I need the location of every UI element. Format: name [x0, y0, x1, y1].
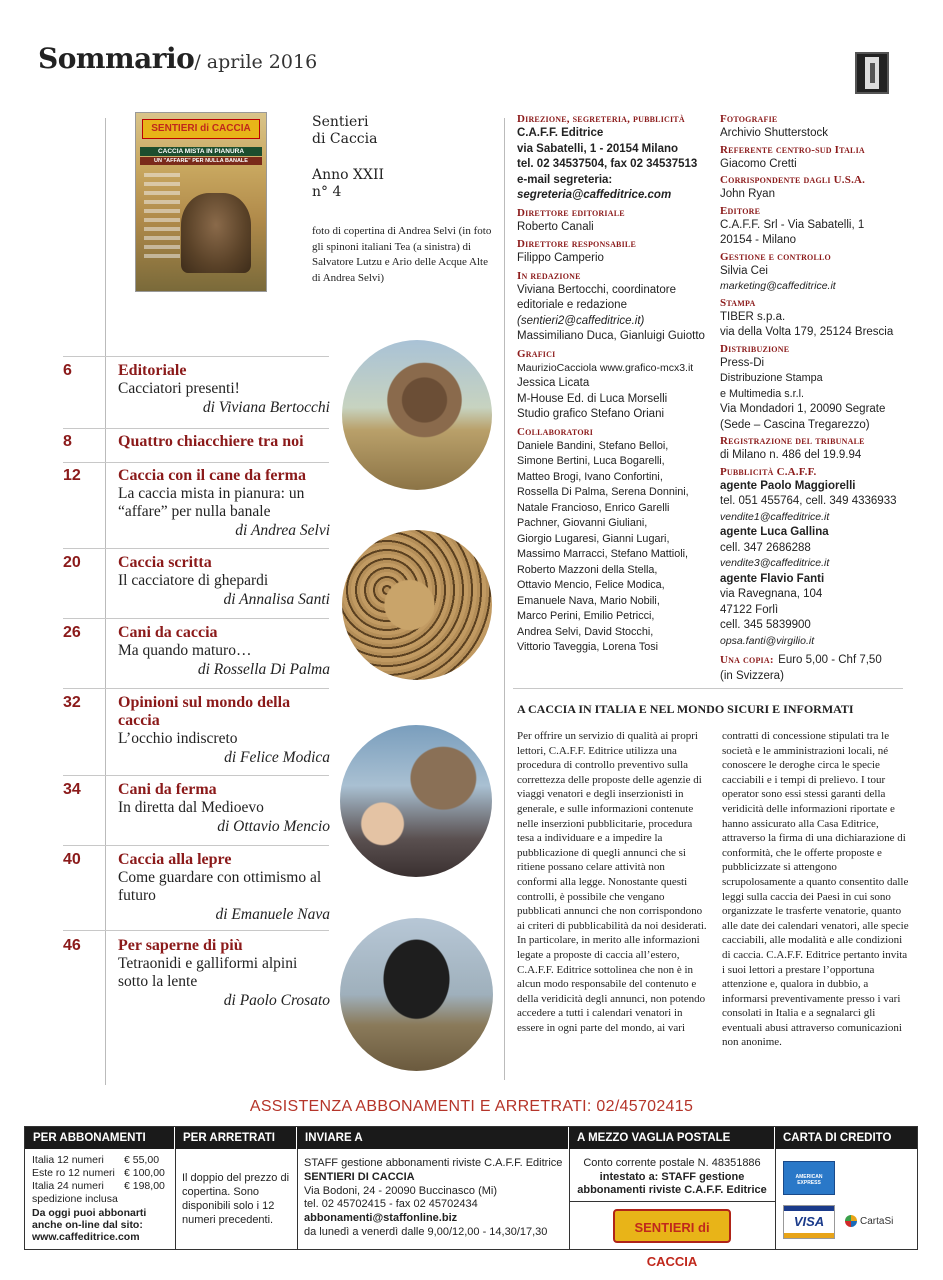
- masthead-line: Marco Perini, Emilio Petricci,: [517, 610, 655, 622]
- masthead-tag: Direttore editoriale: [517, 206, 625, 219]
- toc-title: Ma quando maturo…: [118, 642, 252, 659]
- cover-magazine-name: Sentieri di Caccia: [312, 114, 378, 147]
- masthead-left: [517, 112, 707, 656]
- toc-item[interactable]: [118, 467, 330, 540]
- masthead-tag: Collaboratori: [517, 425, 594, 438]
- online-note: Da oggi puoi abbonarti anche on-line dal sito:: [32, 1207, 147, 1231]
- header-vaglia: A MEZZO VAGLIA POSTALE: [569, 1127, 775, 1149]
- toc-title: Il cacciatore di ghepardi: [118, 572, 269, 589]
- toc-section: Caccia alla lepre: [118, 851, 232, 868]
- subscription-table: [24, 1126, 918, 1269]
- toc-page-number: 20: [63, 554, 81, 571]
- masthead-line: via Ravegnana, 104: [720, 588, 823, 600]
- masthead-email[interactable]: opsa.fanti@virgilio.it: [720, 634, 815, 647]
- toc-divider: [63, 845, 329, 846]
- masthead-tag: Distribuzione: [720, 342, 790, 355]
- toc-item[interactable]: [118, 433, 330, 451]
- masthead-line: 20154 - Milano: [720, 234, 797, 246]
- price-label: Italia 24 numeri: [32, 1180, 104, 1192]
- masthead-tag: In redazione: [517, 269, 581, 282]
- masthead-line: Pachner, Giovanni Giuliani,: [517, 517, 648, 529]
- dog-photo: [342, 340, 492, 490]
- toc-author: di Paolo Crosato: [223, 992, 330, 1009]
- site-link[interactable]: www.caffeditrice.com: [32, 1231, 140, 1243]
- header-carta: CARTA DI CREDITO: [775, 1127, 917, 1149]
- masthead-line: cell. 345 5839900: [720, 619, 811, 631]
- cartasi-icon: CartaSi: [845, 1215, 893, 1227]
- masthead-line: M-House Ed. di Luca Morselli: [517, 392, 668, 405]
- masthead-line: (Sede – Cascina Tregarezzo): [720, 418, 870, 431]
- toc-author: di Rossella Di Palma: [197, 661, 330, 678]
- cheetah-photo: [342, 530, 492, 680]
- page-header: [38, 42, 317, 75]
- masthead-line: C.A.F.F. Editrice: [517, 127, 604, 139]
- masthead-tag: Fotografie: [720, 113, 778, 125]
- send-line: SENTIERI DI CACCIA: [304, 1170, 415, 1183]
- masthead-line: Vittorio Taveggia, Lorena Tosi: [517, 641, 659, 653]
- toc-section: Caccia scritta: [118, 554, 212, 571]
- toc-page-number: 46: [63, 937, 81, 954]
- visa-card-icon: VISA: [783, 1205, 835, 1239]
- masthead-line: Studio grafico Stefano Oriani: [517, 408, 665, 420]
- masthead-line: 47122 Forlì: [720, 603, 779, 616]
- cover-thumbnail: [135, 112, 267, 292]
- masthead-tag: Pubblicità C.A.F.F.: [720, 465, 817, 478]
- masthead-tag: Gestione e controllo: [720, 250, 831, 263]
- masthead-line: di Milano n. 486 del 19.9.94: [720, 449, 862, 461]
- grouse-photo: [340, 918, 493, 1071]
- vaglia-line: intestato a: STAFF gestione: [599, 1170, 745, 1183]
- left-column-rule: [105, 118, 106, 1085]
- masthead-tag: Editore: [720, 204, 761, 217]
- price-label: Italia 12 numeri: [32, 1154, 104, 1166]
- masthead-line: Matteo Brogi, Ivano Confortini,: [517, 470, 663, 483]
- masthead-email[interactable]: segreteria@caffeditrice.com: [517, 189, 672, 201]
- masthead-email[interactable]: vendite3@caffeditrice.it: [720, 557, 830, 569]
- masthead-tag: Grafici: [517, 347, 556, 360]
- center-column-rule: [504, 118, 505, 1080]
- masthead-line: agente Paolo Maggiorelli: [720, 479, 856, 492]
- toc-item[interactable]: [118, 362, 330, 417]
- header-inviare: INVIARE A: [297, 1127, 569, 1149]
- shipping-note: spedizione inclusa: [32, 1193, 118, 1205]
- page-title: Sommario: [38, 42, 195, 75]
- masthead-line: Filippo Camperio: [517, 252, 604, 264]
- masthead-line: Giacomo Cretti: [720, 157, 797, 170]
- toc-author: di Emanuele Nava: [215, 906, 330, 923]
- masthead-email[interactable]: vendite1@caffeditrice.it: [720, 510, 830, 523]
- masthead-email[interactable]: (sentieri2@caffeditrice.it): [517, 314, 645, 327]
- toc-section: Cani da caccia: [118, 624, 218, 641]
- toc-author: di Andrea Selvi: [235, 522, 330, 539]
- cover-dog-photo: [181, 193, 251, 273]
- toc-item[interactable]: [118, 781, 330, 836]
- toc-page-number: 6: [63, 362, 72, 379]
- price-list: [32, 1154, 172, 1244]
- toc-title: Cacciatori presenti!: [118, 380, 240, 397]
- masthead-line: Rossella Di Palma, Serena Donnini,: [517, 486, 689, 498]
- send-line: tel. 02 45702415 - fax 02 45702434: [304, 1198, 478, 1211]
- masthead-tag: Registrazione del tribunale: [720, 435, 865, 447]
- toc-item[interactable]: [118, 694, 330, 767]
- masthead-line: Ottavio Mencio, Felice Modica,: [517, 579, 665, 591]
- send-line: STAFF gestione abbonamenti riviste C.A.F.F. Editrice: [304, 1157, 563, 1169]
- masthead-line: via della Volta 179, 25124 Brescia: [720, 326, 894, 338]
- send-email[interactable]: abbonamenti@staffonline.biz: [304, 1212, 458, 1225]
- masthead-line: via Sabatelli, 1 - 20154 Milano: [517, 142, 679, 155]
- toc-author: di Ottavio Mencio: [217, 818, 330, 835]
- toc-author: di Felice Modica: [224, 749, 330, 766]
- masthead-line: Via Mondadori 1, 20090 Segrate: [720, 403, 886, 415]
- masthead-line: Andrea Selvi, David Stocchi,: [517, 625, 654, 638]
- toc-title: La caccia mista in pianura: un “affare” per nulla banale: [118, 485, 305, 520]
- masthead-tag: Direzione, segreteria, pubblicità: [517, 113, 685, 125]
- toc-divider: [63, 356, 329, 357]
- toc-divider: [63, 428, 329, 429]
- masthead-line: Natale Francioso, Enrico Garelli: [517, 501, 670, 514]
- toc-title: In diretta dal Medioevo: [118, 799, 264, 816]
- masthead-email[interactable]: marketing@caffeditrice.it: [720, 280, 836, 292]
- masthead-line: Massimo Marracci, Stefano Mattioli,: [517, 548, 688, 560]
- masthead-line: Distribuzione Stampa: [720, 372, 823, 384]
- masthead-line: Roberto Canali: [517, 220, 594, 233]
- masthead-tag: Corrispondente dagli U.S.A.: [720, 174, 866, 186]
- page-date: / aprile 2016: [194, 51, 318, 73]
- subscription-banner: ASSISTENZA ABBONAMENTI E ARRETRATI: 02/45702415: [249, 1098, 694, 1115]
- toc-divider: [63, 688, 329, 689]
- price-value: € 100,00: [124, 1167, 165, 1179]
- toc-divider: [63, 618, 329, 619]
- masthead-right: [720, 112, 920, 684]
- masthead-tag: Direttore responsabile: [517, 238, 636, 250]
- masthead-line: MaurizioCacciola www.grafico-mcx3.it: [517, 361, 694, 374]
- cover-issue: Anno XXII n° 4: [312, 167, 385, 200]
- masthead-line: e-mail segreteria:: [517, 173, 613, 186]
- toc-section: Per saperne di più: [118, 937, 243, 954]
- header-abbonamenti: PER ABBONAMENTI: [25, 1127, 175, 1149]
- masthead-line: tel. 02 34537504, fax 02 34537513: [517, 158, 698, 170]
- masthead-line: Roberto Mazzoni della Stella,: [517, 563, 658, 576]
- toc-page-number: 8: [63, 433, 72, 450]
- price-value: € 55,00: [124, 1154, 160, 1166]
- owl-photo: [340, 725, 492, 877]
- toc-page-number: 12: [63, 467, 81, 484]
- cover-caption: foto di copertina di Andrea Selvi (in foto gli spinoni italiani Tea (a sinistra) di Salvatore Lutzu e Ario delle Acque Alte di Andrea Selvi): [312, 225, 492, 284]
- toc-page-number: 34: [63, 781, 81, 798]
- toc-title: Tetraonidi e galliformi alpini sotto la lente: [118, 955, 298, 990]
- masthead-tag: Stampa: [720, 296, 756, 309]
- toc-divider: [63, 930, 329, 931]
- masthead-line: Viviana Bertocchi, coordinatore editoriale e redazione: [517, 283, 676, 311]
- vaglia-line: abbonamenti riviste C.A.F.F. Editrice: [577, 1184, 767, 1196]
- masthead-line: Massimiliano Duca, Gianluigi Guiotto: [517, 330, 705, 342]
- vaglia-line: Conto corrente postale N. 48351886: [583, 1157, 761, 1169]
- toc-item[interactable]: [118, 937, 330, 1010]
- amex-card-icon: AMERICAN EXPRESS: [783, 1161, 835, 1195]
- toc-item[interactable]: [118, 851, 330, 924]
- masthead-line: e Multimedia s.r.l.: [720, 387, 805, 400]
- price-value: € 198,00: [124, 1180, 165, 1192]
- masthead-line: Archivio Shutterstock: [720, 127, 829, 139]
- toc-section: Quattro chiacchiere tra noi: [118, 433, 304, 450]
- toc-section: Caccia con il cane da ferma: [118, 467, 306, 484]
- toc-section: Editoriale: [118, 362, 187, 379]
- toc-item[interactable]: [118, 624, 330, 679]
- toc-divider: [63, 462, 329, 463]
- toc-page-number: 26: [63, 624, 81, 641]
- toc-author: di Viviana Bertocchi: [202, 399, 330, 416]
- masthead-line: Silvia Cei: [720, 264, 768, 277]
- masthead-line: (in Svizzera): [720, 669, 784, 682]
- masthead-line: Daniele Bandini, Stefano Belloi,: [517, 439, 669, 452]
- price-label: Este ro 12 numeri: [32, 1167, 115, 1179]
- toc-item[interactable]: [118, 554, 330, 609]
- masthead-line: agente Luca Gallina: [720, 526, 829, 538]
- toc-page-number: 32: [63, 694, 81, 711]
- cover-headline: CACCIA MISTA IN PIANURA: [140, 147, 262, 156]
- notice-column-1: Per offrire un servizio di qualità ai propri lettori, C.A.F.F. Editrice utilizza una procedura di controllo preventivo sulla correttezza delle proposte delle agenzie di viaggi venatori e degli inserzionisti in generale, e sulle informazioni contenute nelle inserzioni pubblicitarie, procedura tesa a individuare e a impedire la pubblicazione di quegli annunci che si ritiene possano celare attività non conformi alla legge. Nonostante questi controlli, è possibile che vengano pubblicati annunci che non corrispondono ai criteri di pubblicabilità da noi desiderati. In particolare, in merito alle informazioni legate a proposte di caccia all’estero, C.A.F.F. Editrice sottolinea che non è in alcun modo responsabile del contenuto e della veridicità degli annunci, non potendo accedere a tutti i calendari venatori in essere in ogni parte del mondo, ai vari: [517, 730, 707, 1034]
- header-arretrati: PER ARRETRATI: [175, 1127, 297, 1149]
- toc-section: Opinioni sul mondo della caccia: [118, 694, 291, 729]
- masthead-line: Giorgio Lugaresi, Gianni Lugari,: [517, 532, 670, 545]
- masthead-line: C.A.F.F. Srl - Via Sabatelli, 1: [720, 218, 865, 231]
- footer-logo: SENTIERI di CACCIA: [613, 1209, 731, 1243]
- notice-heading: A CACCIA IN ITALIA E NEL MONDO SICURI E INFORMATI: [517, 702, 854, 716]
- toc-divider: [63, 775, 329, 776]
- toc-title: Come guardare con ottimismo al futuro: [118, 869, 322, 904]
- toc-divider: [63, 548, 329, 549]
- masthead-line: TIBER s.p.a.: [720, 310, 786, 323]
- toc-page-number: 40: [63, 851, 81, 868]
- masthead-line: John Ryan: [720, 188, 775, 200]
- masthead-tag: Una copia:: [720, 654, 774, 666]
- masthead-line: Jessica Licata: [517, 377, 590, 389]
- masthead-line: agente Flavio Fanti: [720, 572, 825, 585]
- masthead-tag: Referente centro-sud Italia: [720, 143, 865, 156]
- send-to-address: [304, 1157, 566, 1240]
- send-line: da lunedì a venerdì dalle 9,00/12,00 - 14,30/17,30: [304, 1225, 548, 1238]
- header-corner-icon: [855, 52, 889, 94]
- masthead-line: Euro 5,00 - Chf 7,50: [778, 654, 882, 666]
- notice-column-2: contratti di concessione stipulati tra le società e le amministrazioni locali, né conoscere le deroghe circa le specie cacciabili e i tempi di prelievo. I tour operator sono essi stessi garanti della veridicità delle informazioni riportate e hanno assicurato alla Casa Editrice, attraverso la firma di una dichiarazione di conformità, che le offerte proposte e pubblicizzate si attengono scrupolosamente a quanto consentito dalle leggi sulla caccia dei Paesi in cui sono organizzate le trasferte venatorie, quanto alle date dei calendari venatori, alle specie cacciabili, alle modalità e alle condizioni di caccia. C.A.F.F. Editrice pertanto invita i suoi lettori a prestare l’opportuna attenzione e, qualora in dubbio, a informarsi preventivamente presso i vari consolati in Italia e a segnalarci gli eventuali abusi attraverso comunicazioni non anonime.: [722, 730, 909, 1049]
- masthead-line: Simone Bertini, Luca Bogarelli,: [517, 455, 665, 467]
- masthead-line: cell. 347 2686288: [720, 541, 811, 554]
- vaglia-text: [569, 1157, 775, 1198]
- toc-section: Cani da ferma: [118, 781, 217, 798]
- masthead-line: Emanuele Nava, Mario Nobili,: [517, 594, 660, 607]
- notice-divider: [513, 688, 903, 689]
- toc-title: L’occhio indiscreto: [118, 730, 238, 747]
- toc-author: di Annalisa Santi: [223, 591, 330, 608]
- cover-logo: SENTIERI di CACCIA: [142, 119, 260, 139]
- arretrati-text: Il doppio del prezzo di copertina. Sono disponibili solo i 12 numeri precedenti.: [182, 1172, 290, 1226]
- masthead-line: Press-Di: [720, 356, 765, 369]
- masthead-line: tel. 051 455764, cell. 349 4336933: [720, 495, 897, 507]
- cover-headline-2: UN "AFFARE" PER NULLA BANALE: [140, 157, 262, 165]
- send-line: Via Bodoni, 24 - 20090 Buccinasco (Mi): [304, 1184, 498, 1197]
